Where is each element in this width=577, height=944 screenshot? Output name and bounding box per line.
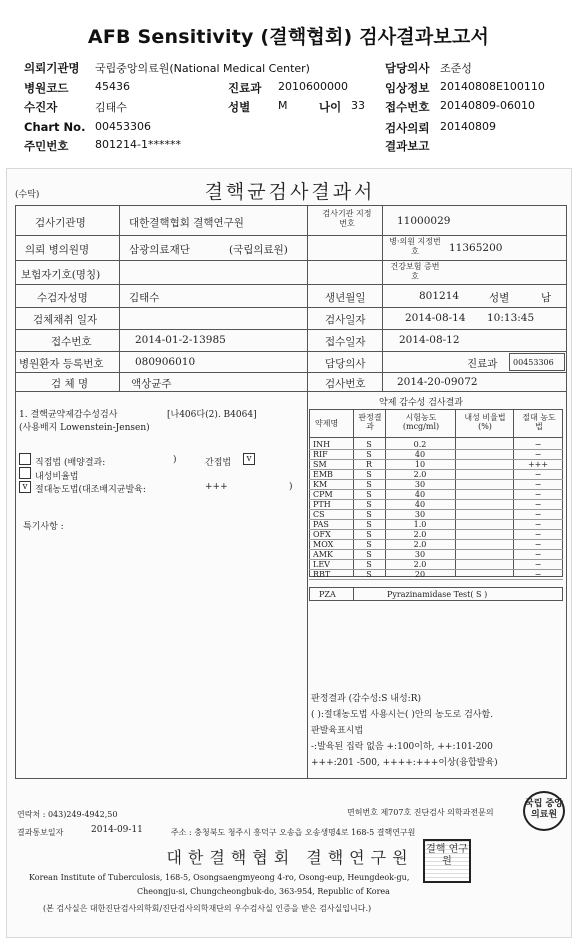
cell-abs: −	[534, 560, 542, 569]
col-header-result: 판정결과	[358, 413, 382, 431]
label-examinee: 수검자성명	[37, 292, 88, 304]
cell-result: S	[366, 510, 372, 519]
cell-conc: 40	[414, 490, 426, 499]
cell-drug: CPM	[313, 490, 333, 499]
cell-abs: −	[534, 450, 542, 459]
cell-conc: 10	[414, 460, 426, 469]
label-doctor: 담당의사	[385, 61, 430, 75]
cell-abs: −	[534, 520, 542, 529]
footer-note: (본 검사실은 대한진단검사의학회/진단검사의학재단의 우수검사실 인증을 받은 검사실입니다.)	[43, 904, 372, 913]
cell-conc: 30	[414, 550, 426, 559]
label-receipt-no: 접수번호	[385, 100, 430, 114]
value-receipt-no: 20140809-06010	[440, 99, 535, 112]
cell-conc: 1.0	[413, 520, 427, 529]
institute-seal: 결핵 연구원	[423, 839, 471, 883]
footer-license: 면허번호 제707호 진단검사 의학과전문의	[347, 808, 494, 817]
footer-phone: 연락처 : 043)249-4942,50	[17, 810, 118, 819]
cell-drug: PAS	[313, 520, 329, 529]
label-patient-reg-no: 병원환자 등록번호	[19, 358, 104, 370]
value-age: 33	[351, 99, 365, 112]
indirect-method-checkbox[interactable]: v	[243, 453, 255, 465]
cell-result: S	[366, 520, 372, 529]
footer-address: 주소 : 충청북도 청주시 흥덕구 오송읍 오송생명4로 168-5 결핵연구원	[171, 828, 416, 837]
value-form-dept: 00453306	[513, 358, 554, 367]
legend-line4: -:발육된 집락 없음 +:100이하, ++:101-200	[311, 742, 493, 752]
cell-conc: 0.2	[413, 440, 427, 449]
cell-drug: SM	[313, 460, 327, 469]
pza-value: Pyrazinamidase Test( S )	[387, 590, 488, 599]
ratio-method-checkbox[interactable]	[19, 467, 31, 479]
cell-drug: CS	[313, 510, 325, 519]
notes-label: 특기사항 :	[23, 522, 64, 532]
row-divider	[15, 351, 567, 352]
footer-report-date-label: 결과통보일자	[17, 828, 64, 837]
pza-divider	[353, 587, 354, 601]
value-receipt-date: 2014-08-12	[399, 334, 460, 346]
cell-abs: −	[534, 500, 542, 509]
label-result-report: 결과보고	[385, 139, 430, 153]
value-chart-no: 00453306	[95, 120, 151, 133]
ratio-method-label: 내성비율법	[35, 472, 79, 482]
label-requesting-org: 의뢰기관명	[24, 61, 80, 75]
row-divider	[15, 307, 567, 308]
abs-method-checkbox[interactable]: v	[19, 481, 31, 493]
value-birth: 801214	[419, 290, 460, 302]
pza-label: PZA	[319, 590, 336, 599]
cell-abs: −	[534, 540, 542, 549]
method-code: [나406다(2). B4064]	[167, 410, 257, 420]
label-agency-no: 검사기관 지정번호	[322, 209, 372, 228]
cell-drug: AMK	[313, 550, 333, 559]
cell-abs: −	[534, 570, 542, 579]
legend-line3: 판발육표시법	[311, 726, 364, 736]
col-divider	[382, 205, 383, 391]
cell-result: R	[365, 460, 373, 469]
label-form-sex: 성별	[489, 292, 510, 304]
label-patient: 수진자	[24, 100, 58, 114]
value-sex: M	[278, 99, 288, 112]
cell-drug: RBT	[313, 570, 331, 579]
value-requesting-hospital: 삼광의료재단	[129, 244, 190, 256]
value-resident-no: 801214-1******	[95, 138, 181, 151]
col-divider	[307, 205, 308, 391]
cell-abs: −	[534, 510, 542, 519]
label-chart-no: Chart No.	[24, 120, 86, 134]
footer-org-ko: 대한결핵협회 결핵연구원	[166, 848, 414, 867]
label-form-dept: 진료과	[467, 358, 498, 370]
label-hospital-no: 병·의원 지정번호	[389, 237, 441, 256]
label-request-date: 검사의뢰	[385, 121, 430, 135]
label-test-agency: 검사기관명	[35, 217, 86, 229]
cell-conc: 40	[414, 450, 426, 459]
label-attending: 담당의사	[325, 358, 366, 370]
direct-method-label: 직접법 (배양결과:	[35, 458, 106, 468]
legend-line5: +++:201 -500, ++++:+++이상(융합발육)	[311, 758, 498, 768]
cell-drug: OFX	[313, 530, 331, 539]
value-examinee: 김태수	[129, 292, 160, 304]
label-specimen: 검 체 명	[51, 378, 89, 390]
cell-conc: 2.0	[413, 560, 427, 569]
value-test-time: 10:13:45	[487, 312, 535, 324]
row-divider	[15, 260, 567, 261]
abs-method-close: )	[289, 482, 293, 492]
cell-result: S	[366, 450, 372, 459]
value-form-sex: 남	[541, 292, 552, 304]
row-divider	[15, 284, 567, 285]
cell-abs: −	[534, 530, 542, 539]
cell-result: S	[366, 550, 372, 559]
value-test-date: 2014-08-14	[405, 312, 466, 324]
scanned-result-form	[6, 168, 572, 938]
value-clinical-info: 20140808E100110	[440, 80, 545, 93]
form-corner-tag: (수탁)	[15, 190, 40, 200]
direct-method-checkbox[interactable]	[19, 453, 31, 465]
cell-conc: 2.0	[413, 540, 427, 549]
label-hospital-code: 병원코드	[24, 81, 69, 95]
value-requesting-org: 국립중앙의료원(National Medical Center)	[95, 62, 310, 75]
cell-result: S	[366, 490, 372, 499]
footer-org-en: Korean Institute of Tuberculosis, 168-5, Osongsaengmyeong 4-ro, Osong-eup, Heungdeok-gu,	[29, 873, 410, 882]
cell-abs: −	[534, 550, 542, 559]
cell-drug: INH	[313, 440, 331, 449]
cell-drug: EMB	[313, 470, 333, 479]
hospital-stamp: 국립 중앙 의료원	[523, 791, 565, 831]
label-test-date: 검사일자	[325, 314, 366, 326]
label-insurance: 보험자기호(명칭)	[21, 269, 101, 281]
value-hospital-no: 11365200	[449, 242, 503, 254]
label-birth: 생년월일	[325, 292, 366, 304]
cell-conc: 30	[414, 510, 426, 519]
method-line1: 1. 결핵균약제감수성검사	[19, 410, 118, 420]
label-age: 나이	[319, 100, 342, 114]
value-patient-reg-no: 080906010	[135, 356, 196, 368]
label-resident-no: 주민번호	[24, 139, 69, 153]
value-doctor: 조준성	[440, 62, 472, 75]
cell-result: S	[366, 540, 372, 549]
direct-method-close: )	[173, 455, 177, 465]
value-test-no: 2014-20-09072	[397, 376, 478, 388]
cell-drug: RIF	[313, 450, 328, 459]
row-divider	[15, 235, 567, 236]
legend-line1: 판정결과 (감수성:S 내성:R)	[311, 694, 421, 704]
cell-drug: MOX	[313, 540, 334, 549]
cell-abs: −	[534, 490, 542, 499]
label-receipt-date: 접수일자	[325, 336, 366, 348]
row-divider	[15, 329, 567, 330]
cell-result: S	[366, 480, 372, 489]
value-dept: 2010600000	[278, 80, 348, 93]
cell-result: S	[366, 560, 372, 569]
susceptibility-title: 약제 감수성 검사결과	[379, 398, 463, 408]
cell-result: S	[366, 440, 372, 449]
cell-conc: 20	[414, 570, 426, 579]
value-specimen: 액상균주	[131, 378, 172, 390]
label-collect-date: 검체채취 일자	[33, 314, 98, 326]
row-divider	[15, 391, 567, 392]
cell-conc: 40	[414, 500, 426, 509]
abs-method-value: +++	[205, 482, 228, 492]
row-divider	[15, 372, 567, 373]
value-form-receipt: 2014-01-2-13985	[135, 334, 226, 346]
cell-conc: 2.0	[413, 470, 427, 479]
report-title: AFB Sensitivity (결핵협회) 검사결과보고서	[87, 26, 490, 48]
cell-drug: KM	[313, 480, 328, 489]
cell-drug: LEV	[313, 560, 330, 569]
method-line2: (사용배지 Lowenstein-Jensen)	[19, 423, 150, 433]
col-header-ratio: 내성 비율법(%)	[464, 413, 506, 431]
col-header-drug: 약제명	[315, 419, 339, 428]
col-header-conc: 시험농도 (mcg/ml)	[402, 413, 440, 431]
value-patient: 김태수	[95, 101, 127, 114]
value-hospital-code: 45436	[95, 80, 130, 93]
footer-org-en2: Cheongju-si, Chungcheongbuk-do, 363-954, Republic of Korea	[137, 887, 390, 896]
header-divider	[309, 437, 563, 438]
col-divider	[119, 205, 120, 391]
footer-report-date: 2014-09-11	[91, 825, 143, 835]
row-rule	[309, 579, 563, 580]
abs-method-label: 절대농도법(대조배지균발육:	[35, 485, 146, 495]
susceptibility-row	[307, 569, 565, 581]
cell-drug: PTH	[313, 500, 331, 509]
cell-conc: 2.0	[413, 530, 427, 539]
label-dept: 진료과	[228, 81, 262, 95]
label-clinical-info: 임상정보	[385, 81, 430, 95]
cell-abs: +++	[527, 460, 549, 469]
cell-abs: −	[534, 440, 542, 449]
label-health-card: 건강보험 증번호	[390, 262, 440, 281]
value-request-date: 20140809	[440, 120, 496, 133]
form-title: 결핵균검사결과서	[204, 181, 376, 203]
value-hospital-extra: (국립의료원)	[229, 244, 288, 256]
cell-result: S	[366, 570, 372, 579]
label-sex: 성별	[228, 100, 251, 114]
cell-result: S	[366, 500, 372, 509]
value-test-agency: 대한결핵협회 결핵연구원	[129, 217, 244, 229]
value-agency-no: 11000029	[397, 215, 451, 227]
col-header-abs: 절대 농도법	[522, 413, 556, 431]
legend-line2: ( ):절대농도법 사용시는( )안의 농도로 검사함.	[311, 710, 494, 720]
indirect-method-label: 간접법	[205, 458, 232, 468]
label-test-no: 검사번호	[325, 378, 366, 390]
cell-result: S	[366, 470, 372, 479]
cell-abs: −	[534, 480, 542, 489]
cell-result: S	[366, 530, 372, 539]
label-requesting-hospital: 의뢰 병의원명	[25, 244, 90, 256]
cell-abs: −	[534, 470, 542, 479]
cell-conc: 30	[414, 480, 426, 489]
label-form-receipt: 접수번호	[51, 336, 92, 348]
